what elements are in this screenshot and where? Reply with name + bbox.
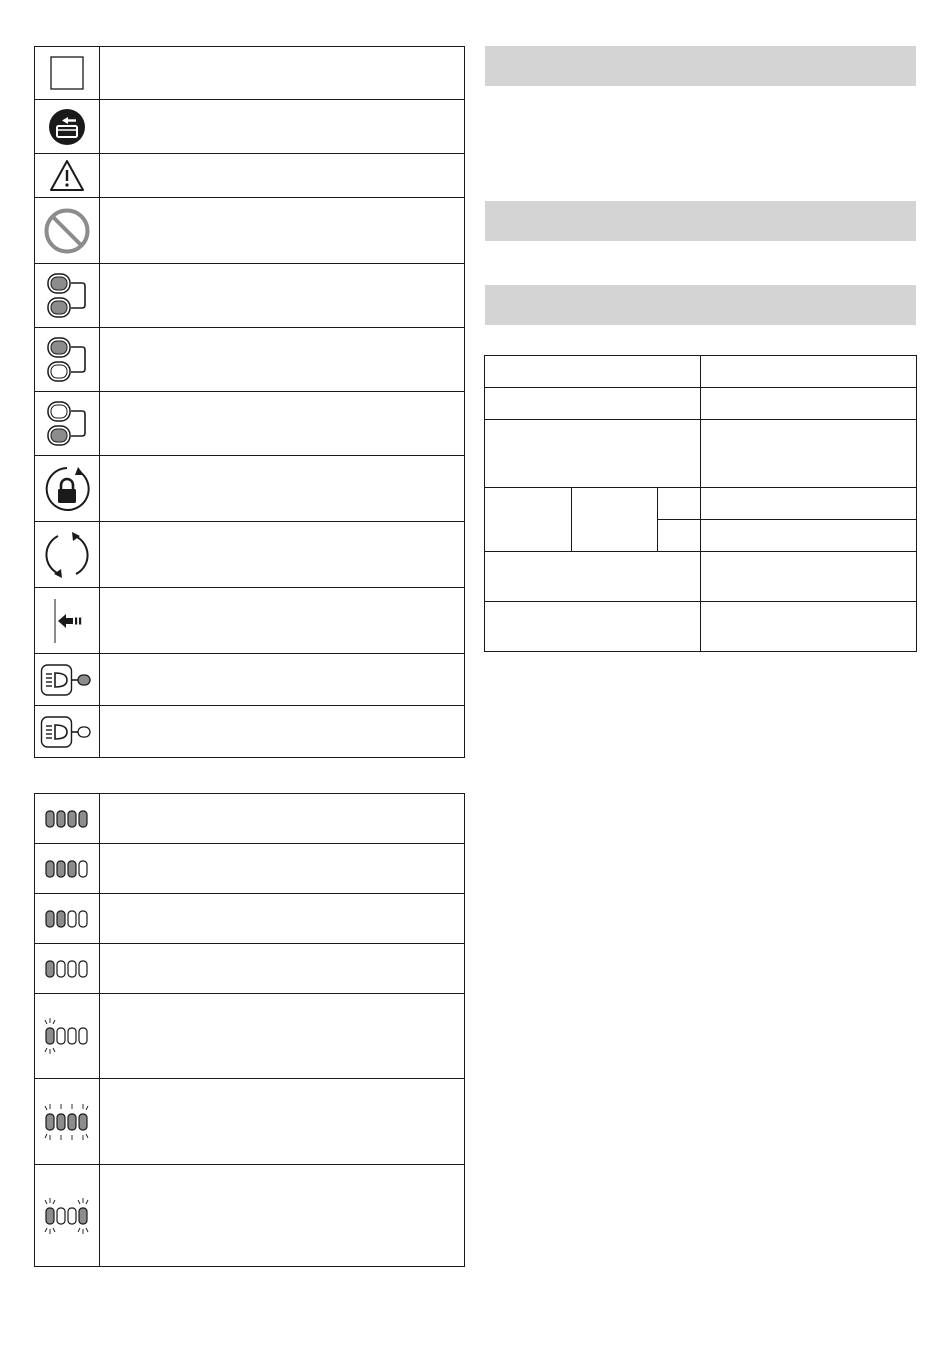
prohibition-icon [43,207,91,255]
table-row [35,1079,465,1165]
table-row [35,706,465,758]
icon-cell [35,392,100,456]
lower-on-indicator-icon [45,399,89,449]
insert-arrow-icon [47,597,87,645]
spec-label [485,552,701,602]
table-row [485,388,917,420]
specifications-table [484,355,917,652]
battery-description [100,794,465,844]
symbol-description [100,100,465,154]
icon-cell [35,522,100,588]
table-row [35,328,465,392]
battery-remove-icon [48,108,86,146]
both-on-indicator-icon [45,271,89,321]
battery-ends-blinking-icon [44,1196,90,1236]
icon-cell [35,588,100,654]
spec-value [701,552,917,602]
table-row [35,894,465,944]
symbol-description [100,264,465,328]
table-row [35,198,465,264]
icon-cell [35,264,100,328]
warning-triangle-icon [49,159,85,193]
symbol-description [100,456,465,522]
table-row [35,1165,465,1267]
rotation-icon [42,530,92,580]
icon-cell [35,198,100,264]
empty-square-icon [50,56,84,90]
battery-description [100,844,465,894]
spec-value [701,488,917,520]
section-header-bar [485,201,916,241]
light-off-icon [40,715,94,749]
symbol-description [100,522,465,588]
locked-rotation-icon [42,464,92,514]
table-row [485,602,917,652]
symbol-description [100,198,465,264]
spec-value [701,520,917,552]
light-on-icon [40,663,94,697]
battery-2-lit-icon [44,909,90,929]
table-row [35,794,465,844]
table-row [485,552,917,602]
battery-4-lit-icon [44,809,90,829]
icon-cell [35,328,100,392]
spec-label [485,420,701,488]
icon-cell [35,47,100,100]
icon-cell [35,1079,100,1165]
icon-cell [35,456,100,522]
spec-label [485,602,701,652]
symbol-description [100,706,465,758]
table-row [35,392,465,456]
battery-description [100,894,465,944]
icon-cell [35,100,100,154]
table-row [35,456,465,522]
table-row [35,522,465,588]
table-row [485,420,917,488]
icon-cell [35,994,100,1079]
spec-value [701,388,917,420]
spec-value [701,602,917,652]
section-header-bar [485,46,916,86]
icon-cell [35,894,100,944]
icon-cell [35,706,100,758]
battery-description [100,944,465,994]
table-row [35,47,465,100]
icon-cell [35,1165,100,1267]
symbols-table [34,46,465,758]
battery-indicator-table [34,793,465,1267]
spec-value [701,420,917,488]
table-row [35,588,465,654]
battery-description [100,1165,465,1267]
spec-unit [658,488,701,520]
symbol-description [100,392,465,456]
icon-cell [35,654,100,706]
table-row [35,654,465,706]
symbol-description [100,588,465,654]
spec-unit [658,520,701,552]
icon-cell [35,154,100,198]
battery-3-lit-icon [44,859,90,879]
battery-description [100,1079,465,1165]
symbol-description [100,328,465,392]
table-row [35,944,465,994]
symbol-description [100,154,465,198]
table-row [35,264,465,328]
symbol-description [100,47,465,100]
table-row [35,154,465,198]
spec-label [485,356,701,388]
symbol-description [100,654,465,706]
spec-value [701,356,917,388]
table-row [35,844,465,894]
icon-cell [35,794,100,844]
battery-description [100,994,465,1079]
table-row [35,100,465,154]
table-row [485,488,917,520]
battery-all-blinking-icon [44,1102,90,1142]
icon-cell [35,944,100,994]
section-header-bar [485,285,916,325]
battery-1-blinking-icon [44,1016,90,1056]
icon-cell [35,844,100,894]
spec-label [485,388,701,420]
table-row [35,994,465,1079]
spec-label [485,488,572,552]
spec-sublabel [572,488,658,552]
table-row [485,356,917,388]
battery-1-lit-icon [44,959,90,979]
upper-on-indicator-icon [45,335,89,385]
